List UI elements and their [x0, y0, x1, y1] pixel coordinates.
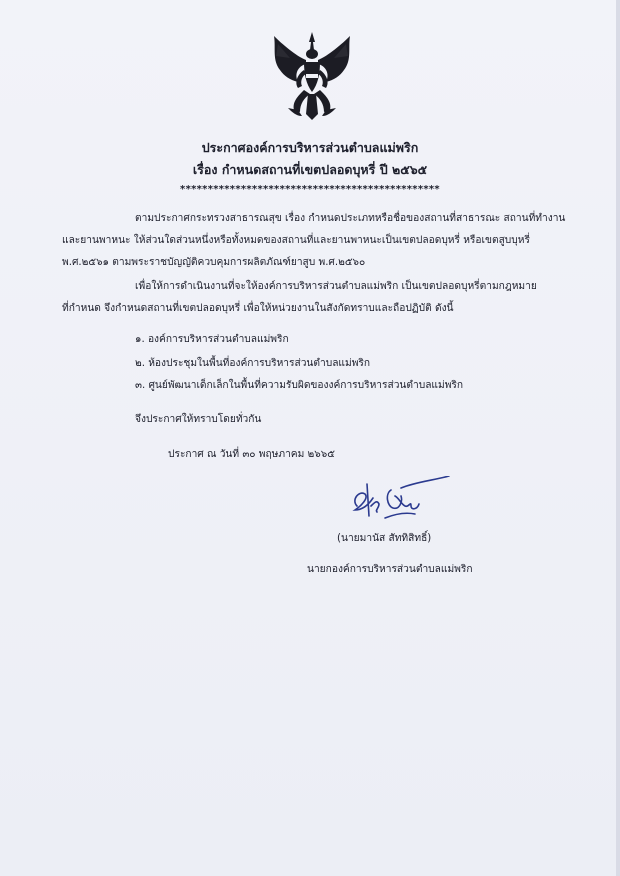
paragraph-1-line-2: และยานพาหนะ ให้ส่วนใดส่วนหนึ่งหรือทั้งหมดของสถานที่และยานพาหนะเป็นเขตปลอดบุหรี่ หรือเขตสูบบุหรี่	[62, 235, 530, 246]
garuda-emblem-icon	[268, 30, 356, 122]
paragraph-1-line-1: ตามประกาศกระทรวงสาธารณสุข เรื่อง กำหนดประเภทหรือชื่อของสถานที่สาธารณะ สถานที่ทำงาน	[135, 213, 566, 224]
list-item-2: ๒. ห้องประชุมในพื้นที่องค์การบริหารส่วนตำบลแม่พริก	[135, 358, 371, 369]
page-edge	[616, 0, 620, 876]
paragraph-2-line-1: เพื่อให้การดำเนินงานที่จะให้องค์การบริหารส่วนตำบลแม่พริก เป็นเขตปลอดบุหรี่ตามกฎหมาย	[135, 281, 537, 292]
list-item-3: ๓. ศูนย์พัฒนาเด็กเล็กในพื้นที่ความรับผิดของงค์การบริหารส่วนตำบลแม่พริก	[135, 380, 464, 391]
paragraph-1-line-3: พ.ศ.๒๕๖๑ ตามพระราชบัญญัติควบคุมการผลิตภัณฑ์ยาสูบ พ.ศ.๒๕๖๐	[62, 257, 366, 268]
separator-line: ***********************************************	[180, 184, 440, 195]
signer-position: นายกองค์การบริหารส่วนตำบลแม่พริก	[307, 564, 473, 575]
closing-statement: จึงประกาศให้ทราบโดยทั่วกัน	[135, 414, 262, 425]
signer-name: (นายมานัส สัททิสิทธิ์)	[337, 533, 432, 544]
announcement-subject: เรื่อง กำหนดสถานที่เขตปลอดบุหรี่ ปี ๒๕๖๕	[192, 162, 428, 177]
handwritten-signature	[345, 476, 455, 522]
announcement-title: ประกาศองค์การบริหารส่วนตำบลแม่พริก	[201, 140, 419, 155]
paragraph-2-line-2: ที่กำหนด จึงกำหนดสถานที่เขตปลอดบุหรี่ เพื่อให้หน่วยงานในสังกัดทราบและถือปฏิบัติ ดังนี้	[62, 303, 454, 314]
announcement-date: ประกาศ ณ วันที่ ๓๐ พฤษภาคม ๒๖๖๕	[168, 449, 335, 460]
list-item-1: ๑. องค์การบริหารส่วนตำบลแม่พริก	[135, 334, 289, 345]
